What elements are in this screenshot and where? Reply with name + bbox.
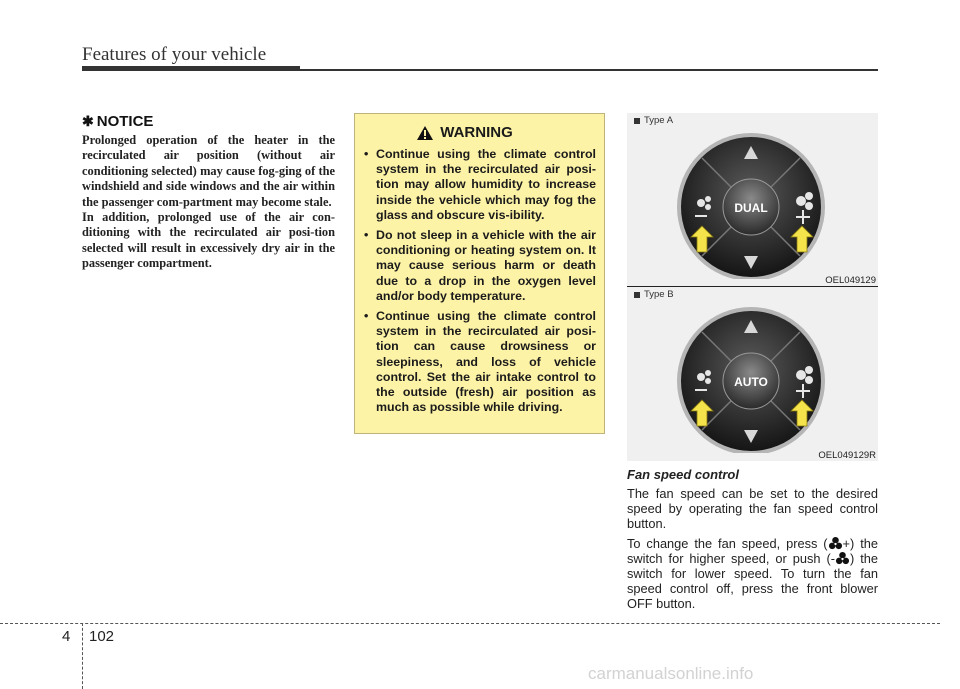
figure-type-label: Type A: [634, 115, 673, 126]
footer-vertical-rule: [82, 623, 83, 689]
warning-triangle-icon: [416, 125, 434, 141]
notice-heading: [82, 113, 335, 130]
header-rule-thick: [82, 66, 300, 71]
fan-speed-paragraph-1: The fan speed can be set to the desired speed by operating the fan speed control button.: [627, 486, 878, 532]
header-rule-thin: [300, 69, 878, 71]
figure-code: OEL049129R: [818, 450, 876, 461]
figure-type-label: Type B: [634, 289, 674, 300]
fan-speed-section: [627, 467, 878, 616]
notice-star-icon: ✱: [82, 113, 94, 129]
notice-paragraph-1: Prolonged operation of the heater in the recirculated air position (without air conditioning selected) may cause fog-ging of the windshield and side windows and the air within the passenger com-partment may become stale.: [82, 133, 335, 209]
page-header-title: Features of your vehicle: [82, 44, 267, 65]
warning-list: [363, 147, 596, 415]
page-number: 102: [89, 628, 115, 645]
warning-heading-text: WARNING: [440, 124, 513, 141]
warning-item: • Do not sleep in a vehicle with the air conditioning or heating system on. It may cause serious harm or death due to a drop in the oxygen level and/or body temperature.: [363, 228, 596, 304]
climate-knob-auto-image: [671, 303, 831, 453]
chapter-number: 4: [62, 628, 71, 645]
knob-center-label: AUTO: [734, 375, 768, 389]
bullet-square-icon: [634, 118, 640, 124]
warning-heading: [333, 124, 596, 141]
figure-type-b: [627, 287, 878, 461]
figure-type-a: [627, 113, 878, 286]
fan-icon: [835, 551, 850, 566]
climate-knob-dual-image: [671, 129, 831, 279]
fan-icon: [828, 536, 843, 551]
notice-heading-text: NOTICE: [96, 113, 154, 130]
warning-item: • Continue using the climate control system in the recirculated air posi-tion may allow humidity to increase inside the vehicle which may fog the glass and obscure vis-ibility.: [363, 147, 596, 223]
fan-speed-heading: Fan speed control: [627, 467, 739, 482]
footer-rule: [0, 623, 940, 624]
knob-center-label: DUAL: [734, 201, 768, 215]
notice-paragraph-2: In addition, prolonged use of the air con-ditioning with the recirculated air posi-tion selected will result in excessively dry air in the passenger compartment.: [82, 210, 335, 271]
fan-speed-paragraph-2: To change the fan speed, press ( +) the switch for higher speed, or push (- ) the switch for lower speed. To turn the fan speed control off, press the front blower OFF button.: [627, 535, 879, 612]
warning-box: [354, 113, 605, 434]
watermark: carmanualsonline.info: [588, 664, 754, 683]
figure-code: OEL049129: [825, 275, 876, 286]
bullet-square-icon: [634, 292, 640, 298]
warning-item: • Continue using the climate control system in the recirculated air posi-tion can cause drowsiness or sleepiness, and loss of vehicle control. Set the air intake control to the outside (fresh) air position as much as possible while driving.: [363, 309, 596, 415]
notice-section: [82, 113, 335, 272]
